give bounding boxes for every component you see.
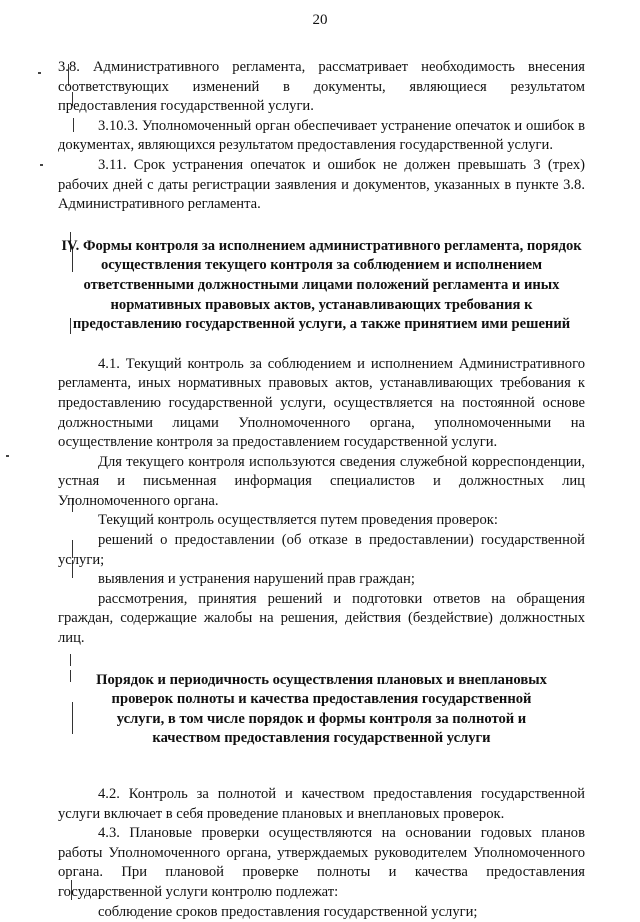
paragraph: 4.2. Контроль за полнотой и качеством предоставления государственной услуги включает в себя проведение плановых и внеплановых проверок.: [58, 786, 585, 822]
paragraph: решений о предоставлении (об отказе в предоставлении) государственной услуги;: [58, 532, 585, 568]
paragraph: Текущий контроль осуществляется путем проведения проверок:: [98, 512, 498, 529]
paragraph: 3.10.3. Уполномоченный орган обеспечивает устранение опечаток и ошибок в документах, являющихся результатом предоставления государственной услуги.: [58, 117, 585, 154]
scan-speck: [40, 164, 43, 166]
paragraph: рассмотрения, принятия решений и подготовки ответов на обращения граждан, содержащие жалобы на решения, действия (бездействие) должностных лиц.: [58, 590, 585, 647]
paragraph: соблюдение сроков предоставления государственной услуги;: [98, 903, 478, 920]
paragraph: Для текущего контроля используются сведения служебной корреспонденции, устная и письменная информация специалистов и должностных лиц Уполномоченного органа.: [58, 453, 585, 509]
paragraph: 3.8. Административного регламента, рассматривает необходимость внесения соответствующих изменений в документы, являющиеся результатом предоставления государственной услуги.: [58, 59, 585, 115]
paragraph: 4.3. Плановые проверки осуществляются на основании годовых планов работы Уполномоченного органа, утверждаемых руководителем Уполномоченного органа. При плановой проверке полноты и качества предоставления государственной услуги контролю подлежат:: [58, 825, 585, 900]
paragraph: выявления и устранения нарушений прав граждан;: [98, 571, 415, 588]
scan-speck: [38, 72, 41, 74]
paragraph: 4.1. Текущий контроль за соблюдением и исполнением Административного регламента, иных нормативных правовых актов, устанавливающих требования к предоставлению государственной услуги, осуществляется на постоянной основе должностными лицами Уполномоченного органа, уполномоченными на осуществление контроля за предоставлением государственной услуги.: [58, 355, 585, 451]
scan-speck: [6, 455, 9, 457]
paragraph: 3.11. Срок устранения опечаток и ошибок не должен превышать 3 (трех) рабочих дней с даты регистрации заявления и документов, указанных в пункте 3.8. Административного регламента.: [58, 156, 585, 213]
document-body: [58, 58, 585, 922]
subsection-heading: Порядок и периодичность осуществления плановых и внеплановых проверок полноты и качества предоставления государственной услуги, в том числе порядок и формы контроля за полнотой и качеством предоставления государственной услуги: [96, 671, 547, 747]
page-number: 20: [312, 12, 328, 28]
section-heading: IV. Формы контроля за исполнением административного регламента, порядок осуществления текущего контроля за соблюдением и исполнением ответственными должностными лицами положений регламента и иных нормативных правовых актов, устанавливающих требования к предоставлению государственной услуги, а также принятием ими решений: [61, 237, 582, 333]
